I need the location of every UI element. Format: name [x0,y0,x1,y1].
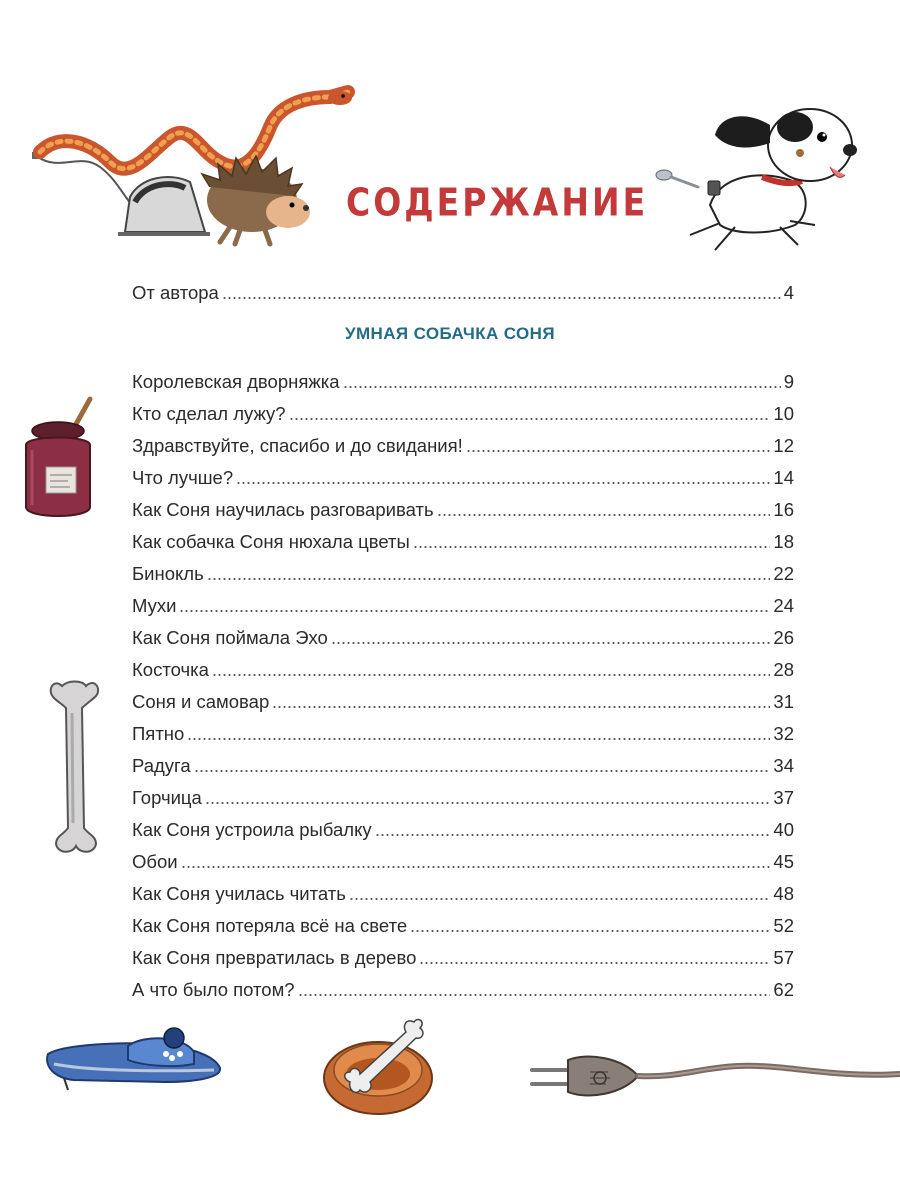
toc-leader-dots [466,450,771,452]
toc-leader-dots [181,866,771,868]
toc-entry-page: 22 [773,563,794,584]
page-title: СОДЕРЖАНИЕ [346,180,649,225]
toc-entry-page: 26 [773,627,794,648]
toc-leader-dots [437,514,771,516]
toc-entry-page: 16 [773,499,794,520]
toc-leader-dots [331,642,771,644]
toc-entry[interactable] [132,465,794,489]
toc-leader-dots [343,386,781,388]
toc-entry[interactable] [132,593,794,617]
toc-entry-page: 28 [773,659,794,680]
toc-entry-label: А что было потом? [132,979,295,1000]
toc-leader-dots [205,802,771,804]
toc-entry-page: 10 [773,403,794,424]
toc-entry-label: Соня и самовар [132,691,270,712]
toc-leader-dots [222,297,781,299]
toc-entry[interactable] [132,753,794,777]
toc-entry-page: 52 [773,915,794,936]
toc-entry[interactable] [132,849,794,873]
toc-entry-page: 18 [773,531,794,552]
snake-hedgehog-iron-illustration [30,92,350,252]
toc-entry[interactable] [132,721,794,745]
toc-entry[interactable] [132,529,794,553]
toc-entry-label: Горчица [132,787,202,808]
toc-entry-page: 14 [773,467,794,488]
toc-entry-page: 37 [773,787,794,808]
jam-jar-illustration [18,395,98,525]
toc-entry[interactable] [132,657,794,681]
toc-leader-dots [212,674,771,676]
dog-bowl-illustration [320,1010,436,1118]
toc-entry[interactable] [132,945,794,969]
toc-entry-label: Как Соня поймала Эхо [132,627,328,648]
toc-leader-dots [187,738,770,740]
toc-leader-dots [272,706,770,708]
toc-entry-page: 45 [773,851,794,872]
toc-leader-dots [375,834,771,836]
toc-entry[interactable] [132,280,794,304]
toc-entry-label: Мухи [132,595,177,616]
toc-leader-dots [289,418,771,420]
electric-plug-illustration [528,1038,900,1108]
toc-leader-dots [207,578,771,580]
toc-entry-label: Как собачка Соня нюхала цветы [132,531,410,552]
toc-entry-label: Пятно [132,723,185,744]
toc-entry-page: 34 [773,755,794,776]
toc-entry-label: Как Соня потеряла всё на свете [132,915,408,936]
toc-leader-dots [419,962,770,964]
toc-entry[interactable] [132,369,794,393]
toc-entry[interactable] [132,913,794,937]
toc-entry-page: 62 [773,979,794,1000]
dog-running-illustration [650,95,865,255]
toc-entry-page: 9 [783,371,794,392]
slipper-illustration [44,1024,224,1094]
bone-illustration [48,678,104,856]
toc-leader-dots [298,994,771,996]
toc-entry-label: Как Соня научилась разговаривать [132,499,434,520]
toc-entry-label: Кто сделал лужу? [132,403,286,424]
toc-entry-page: 4 [783,282,794,303]
toc-entry-label: Косточка [132,659,209,680]
toc-leader-dots [194,770,771,772]
toc-leader-dots [410,930,770,932]
toc-entry-page: 24 [773,595,794,616]
toc-entry[interactable] [132,561,794,585]
toc-entry[interactable] [132,785,794,809]
toc-entry-label: Здравствуйте, спасибо и до свидания! [132,435,463,456]
toc-leader-dots [236,482,770,484]
toc-entry-page: 31 [773,691,794,712]
toc-entry[interactable] [132,625,794,649]
toc-entry-label: Что лучше? [132,467,234,488]
toc-entry-label: От автора [132,282,219,303]
toc-entry-label: Как Соня устроила рыбалку [132,819,372,840]
toc-entry-label: Королевская дворняжка [132,371,340,392]
toc-entry[interactable] [132,817,794,841]
toc-entry-page: 48 [773,883,794,904]
toc-entry[interactable] [132,881,794,905]
toc-entry-label: Бинокль [132,563,204,584]
toc-entry-label: Радуга [132,755,191,776]
toc-entry-label: Как Соня превратилась в дерево [132,947,417,968]
toc-entry[interactable] [132,977,794,1001]
toc-entry-page: 12 [773,435,794,456]
toc-leader-dots [349,898,771,900]
toc-entry-page: 32 [773,723,794,744]
toc-entry[interactable] [132,689,794,713]
toc-entry-label: Обои [132,851,178,872]
toc-entry[interactable] [132,433,794,457]
toc-leader-dots [179,610,770,612]
toc-leader-dots [413,546,771,548]
toc-entry[interactable] [132,401,794,425]
toc-entry[interactable] [132,497,794,521]
toc-entry-page: 57 [773,947,794,968]
section-title: УМНАЯ СОБАЧКА СОНЯ [345,324,555,343]
toc-entry-page: 40 [773,819,794,840]
toc-entry-label: Как Соня училась читать [132,883,346,904]
